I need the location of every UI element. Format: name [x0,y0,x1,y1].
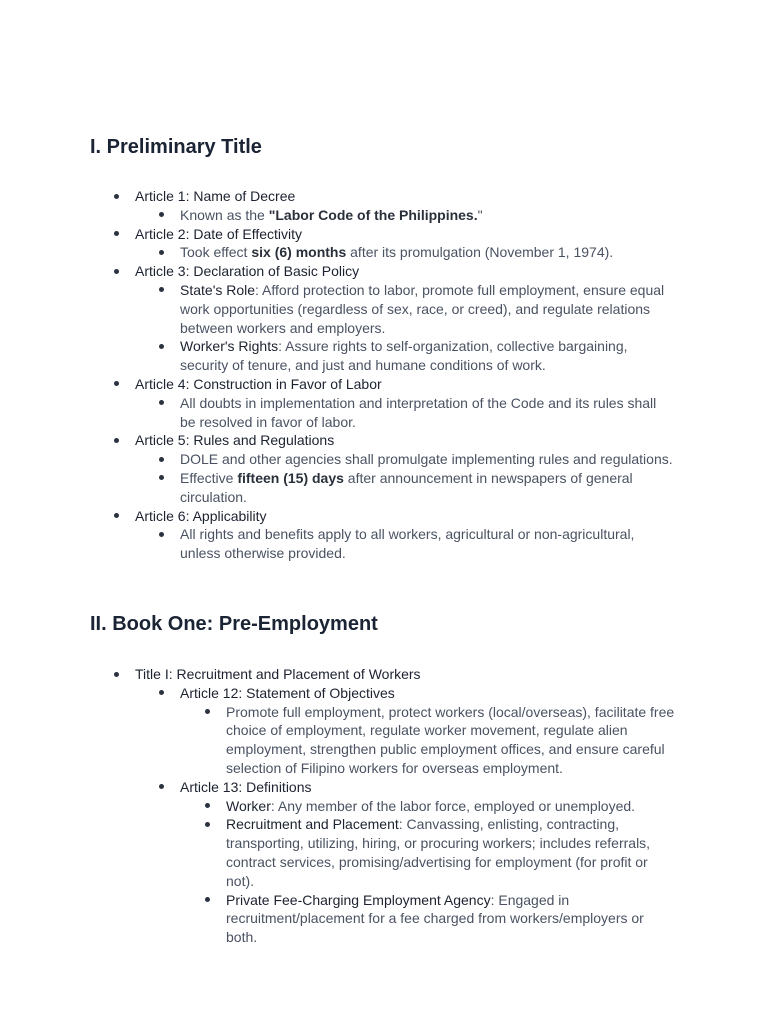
list-item [0,815,768,890]
bullet-icon [114,231,119,236]
list-item [0,281,768,337]
list-item [0,684,768,778]
list-item [0,262,768,375]
item-text: : Afford protection to labor, promote full employment, ensure equal work opportunities (regardless of sex, race, or creed), and regulate relations between workers and employers. [180,281,665,336]
bullet-icon [114,381,119,386]
item-text: Known as the [180,206,269,223]
list-item [0,450,768,469]
item-text: after announcement in newspapers of general circulation. [180,469,633,505]
sub-list [0,525,768,563]
article-label: Article 4: Construction in Favor of Labor [135,375,382,392]
sub-list [0,281,768,375]
bullet-icon [159,784,164,789]
bullet-icon [205,803,210,808]
bullet-icon [114,194,119,199]
bullet-icon [159,690,164,695]
sub-list [0,243,768,262]
item-text: DOLE and other agencies shall promulgate implementing rules and regulations. [180,451,673,468]
bullet-icon [205,709,210,714]
article-label: Article 1: Name of Decree [135,188,296,204]
list-item [0,525,768,563]
list-item [0,778,768,947]
list-item [0,206,768,225]
sub-list [0,450,768,506]
bullet-icon [159,475,164,480]
list-item [0,225,768,263]
list-item [0,375,768,431]
bullet-icon [114,269,119,274]
item-emphasis: "Labor Code of the Philippines. [268,206,478,223]
item-text: : Engaged in recruitment/placement for a fee charged from workers/employers or both. [226,891,644,946]
list-item [0,431,768,506]
item-text: All doubts in implementation and interpretation of the Code and its rules shall be resolved in favor of labor. [180,394,657,430]
article-label: Article 2: Date of Effectivity [135,225,303,242]
article-label: Article 12: Statement of Objectives [180,684,395,701]
section-heading: II. Book One: Pre-Employment [90,613,378,635]
item-term: Worker's Rights [180,338,279,355]
item-text: " [477,206,483,223]
article-label: Article 13: Definitions [180,778,312,795]
bullet-icon [114,513,119,518]
sub-list [0,797,768,947]
list-item [0,891,768,947]
item-term: Recruitment and Placement [226,816,399,833]
bullet-icon [159,400,164,405]
article-label: Article 3: Declaration of Basic Policy [135,263,360,280]
item-text: Effective [180,469,238,486]
bullet-icon [159,532,164,537]
bullet-icon [205,822,210,827]
title-label: Title I: Recruitment and Placement of Workers [135,666,421,682]
sub-list [0,703,768,778]
list-item [0,507,768,563]
item-text: : Any member of the labor force, employed or unemployed. [270,797,636,814]
article-list [0,187,768,563]
list-item [0,337,768,375]
bullet-icon [159,212,164,217]
list-item [0,703,768,778]
item-text: : Canvassing, enlisting, contracting, transporting, utilizing, hiring, or procuring workers; includes referrals, contract services, promising/advertising for employment (for profit or not). [226,816,651,889]
bullet-icon [114,672,119,677]
bullet-icon [205,897,210,902]
item-text: Took effect [180,244,252,261]
bullet-icon [159,344,164,349]
list-item [0,243,768,262]
bullet-icon [159,250,164,255]
title-list [0,665,768,947]
item-text: Promote full employment, protect workers (local/overseas), facilitate free choice of employment, regulate worker movement, regulate alien employment, strengthen public employment offices, and ensure careful selection of Filipino workers for overseas employment. [226,703,675,776]
bullet-icon [159,287,164,292]
article-label: Article 5: Rules and Regulations [135,432,335,449]
article-label: Article 6: Applicability [135,507,267,524]
item-text: after its promulgation (November 1, 1974). [346,244,614,261]
item-term: Worker [226,797,271,814]
sub-list [0,684,768,947]
list-item [0,665,768,947]
sub-list [0,394,768,432]
item-term: Private Fee-Charging Employment Agency [226,891,491,908]
list-item [0,469,768,507]
section-heading: I. Preliminary Title [90,136,262,158]
sub-list [0,206,768,225]
item-text: All rights and benefits apply to all workers, agricultural or non-agricultural, unless otherwise provided. [180,526,635,562]
item-text: : Assure rights to self-organization, collective bargaining, security of tenure, and just and humane conditions of work. [180,338,628,374]
item-term: State's Role [180,281,256,298]
list-item [0,187,768,225]
bullet-icon [159,457,164,462]
item-emphasis: fifteen (15) days [237,469,344,486]
list-item [0,797,768,816]
list-item [0,394,768,432]
bullet-icon [114,438,119,443]
item-emphasis: six (6) months [251,244,347,261]
